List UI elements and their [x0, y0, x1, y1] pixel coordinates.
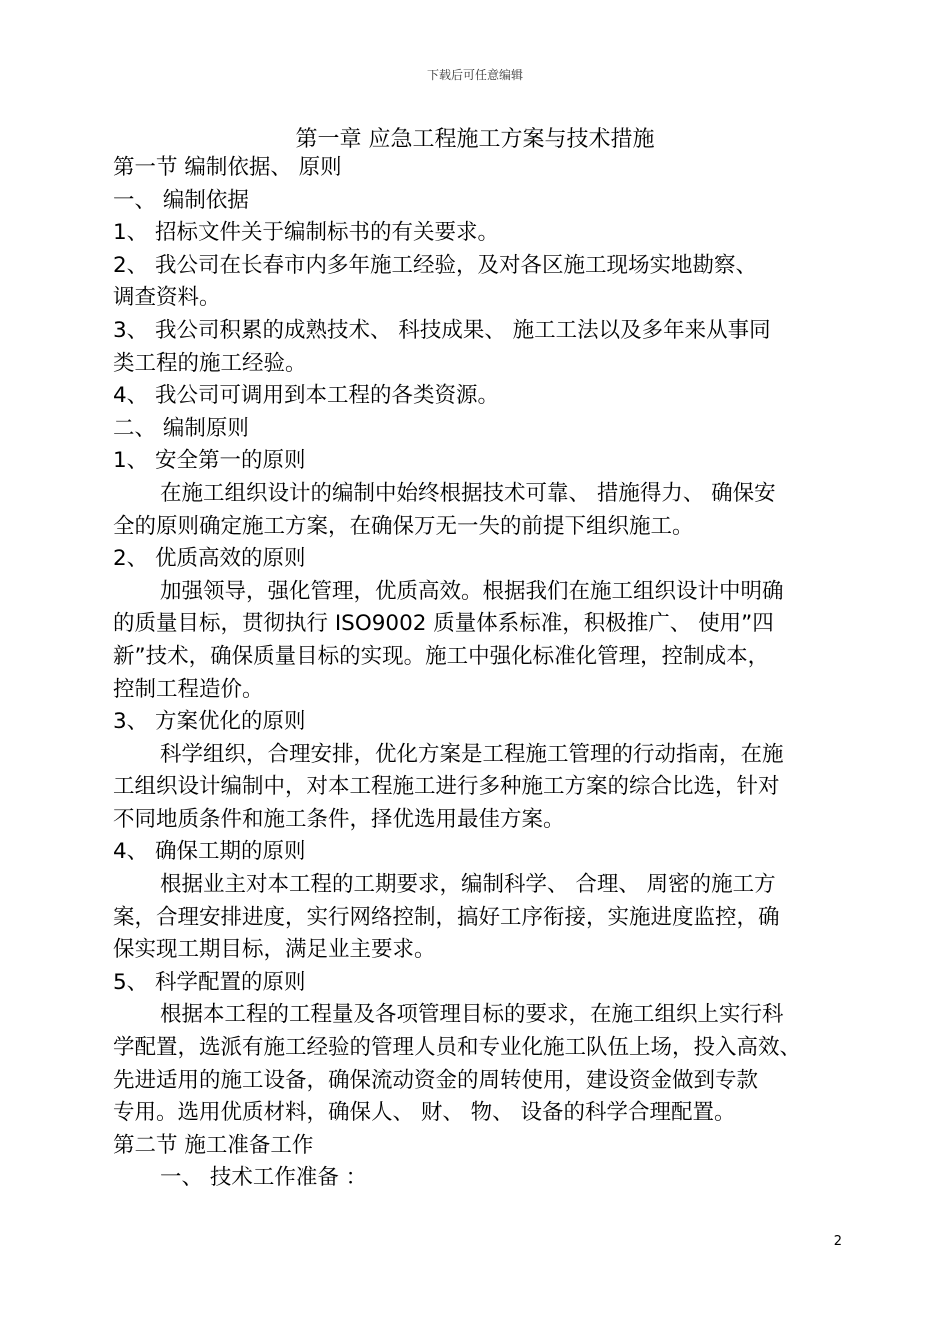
text-line: 1、 安全第一的原则 — [113, 448, 306, 474]
text-line: 全的原则确定施工方案，在确保万无一失的前提下组织施工。 — [113, 513, 694, 539]
text-line: 第二节 施工准备工作 — [113, 1132, 314, 1158]
text-line: 根据业主对本工程的工期要求，编制科学、 合理、 周密的施工方 — [160, 872, 776, 898]
text-line: 加强领导，强化管理，优质高效。根据我们在施工组织设计中明确 — [160, 578, 784, 604]
text-line: 不同地质条件和施工条件，择优选用最佳方案。 — [113, 806, 565, 832]
text-line: 3、 我公司积累的成熟技术、 科技成果、 施工工法以及多年来从事同 — [113, 317, 771, 343]
chapter-title: 第一章 应急工程施工方案与技术措施 — [295, 127, 655, 152]
text-line: 保实现工期目标，满足业主要求。 — [113, 937, 436, 963]
text-line: 类工程的施工经验。 — [113, 350, 307, 376]
text-line: 3、 方案优化的原则 — [113, 709, 306, 735]
text-line: 二、 编制原则 — [113, 415, 249, 441]
text-line: 的质量目标，贯彻执行 ISO9002 质量体系标准，积极推广、 使用”四 — [113, 611, 774, 637]
text-line: 控制工程造价。 — [113, 676, 264, 702]
text-line: 4、 我公司可调用到本工程的各类资源。 — [113, 383, 500, 409]
text-line: 科学组织，合理安排，优化方案是工程施工管理的行动指南，在施 — [160, 741, 784, 767]
text-line: 5、 科学配置的原则 — [113, 969, 306, 995]
text-line: 一、 编制依据 — [113, 187, 249, 213]
text-line: 4、 确保工期的原则 — [113, 839, 306, 865]
text-line: 学配置，选派有施工经验的管理人员和专业化施工队伍上场，投入高效、 — [113, 1035, 802, 1061]
text-line: 专用。选用优质材料，确保人、 财、 物、 设备的科学合理配置。 — [113, 1100, 736, 1126]
text-line: 根据本工程的工程量及各项管理目标的要求，在施工组织上实行科 — [160, 1002, 784, 1028]
text-line: 1、 招标文件关于编制标书的有关要求。 — [113, 220, 500, 246]
text-line: 第一节 编制依据、 原则 — [113, 155, 342, 180]
text-line: 新”技术，确保质量目标的实现。施工中强化标准化管理，控制成本， — [113, 643, 770, 669]
text-line: 在施工组织设计的编制中始终根据技术可靠、 措施得力、 确保安 — [160, 480, 776, 506]
page-number: 2 — [833, 1234, 842, 1249]
page-header: 下载后可任意编辑 — [426, 68, 523, 82]
text-line: 先进适用的施工设备，确保流动资金的周转使用，建设资金做到专款 — [113, 1067, 759, 1093]
text-line: 工组织设计编制中，对本工程施工进行多种施工方案的综合比选，针对 — [113, 774, 780, 800]
text-line: 调查资料。 — [113, 285, 221, 311]
text-line: 一、 技术工作准备 ： — [160, 1165, 368, 1191]
text-line: 2、 优质高效的原则 — [113, 546, 306, 572]
document-body — [113, 152, 843, 1195]
text-line: 2、 我公司在长春市内多年施工经验，及对各区施工现场实地勘察、 — [113, 252, 758, 278]
text-line: 案，合理安排进度，实行网络控制，搞好工序衔接，实施进度监控，确 — [113, 904, 780, 930]
